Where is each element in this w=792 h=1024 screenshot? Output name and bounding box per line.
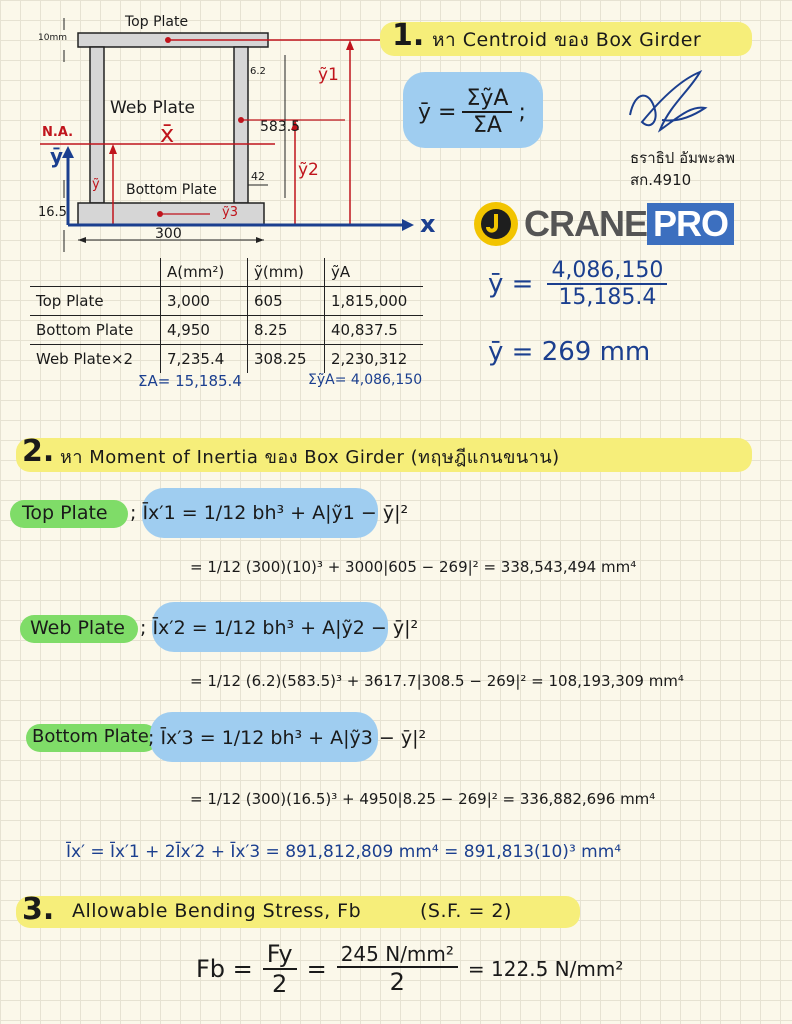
fy-num: Fy: [263, 940, 297, 970]
bottom-plate-tag-label: Bottom Plate: [32, 726, 149, 747]
val-frac: [337, 942, 458, 996]
formula-frac: [462, 86, 512, 138]
top-calc: = 1/12 (300)(10)³ + 3000|605 − 269|² = 338,543,494 mm⁴: [190, 558, 637, 576]
section2-number: 2.: [22, 434, 55, 469]
na-label: N.A.: [42, 125, 74, 140]
x-axis-label: x: [420, 210, 436, 238]
table-cell: 40,837.5: [325, 316, 424, 345]
section3-number: 3.: [22, 892, 55, 927]
table-cell: 7,235.4: [161, 345, 248, 374]
table-header-cell: ỹ(mm): [248, 258, 325, 287]
table-header-row: [30, 258, 423, 287]
logo-word-crane: CRANE: [524, 203, 648, 244]
signature-license: สก.4910: [630, 171, 692, 189]
web-formula: ; Ῑx′2 = 1/12 bh³ + A|ỹ2 − ȳ|²: [140, 617, 419, 639]
y3-label: ỹ3: [222, 205, 238, 220]
table-header-cell: ỹA: [325, 258, 424, 287]
ybar-calc-frac: [547, 258, 667, 310]
section3-title: Allowable Bending Stress, Fb: [72, 900, 362, 922]
ybar-calc-lhs: ȳ =: [488, 269, 534, 299]
table-cell: 8.25: [248, 316, 325, 345]
fb-result: = 122.5 N/mm²: [467, 957, 624, 981]
web-plate-tag-label: Web Plate: [30, 617, 125, 639]
dim-web-height: 583.5: [260, 119, 301, 135]
table-cell: Top Plate: [30, 287, 161, 316]
right-web-shape: [234, 47, 248, 203]
section3-sf: (S.F. = 2): [420, 900, 512, 922]
formula-num: ΣỹA: [462, 86, 512, 113]
top-formula: ; Ῑx′1 = 1/12 bh³ + A|ỹ1 − ȳ|²: [130, 502, 409, 524]
bottom-formula: ; Ῑx′3 = 1/12 bh³ + A|ỹ3 − ȳ|²: [148, 727, 427, 749]
dim-web-thickness: 6.2: [250, 66, 266, 77]
bottom-plate-label: Bottom Plate: [126, 182, 217, 198]
ybar-calc: [488, 258, 667, 310]
cranepro-logo: [472, 200, 734, 248]
top-plate-label: Top Plate: [125, 14, 189, 30]
fb-equation: [196, 940, 623, 998]
dim-web-spacing: 42: [251, 170, 265, 183]
logo-word-pro: PRO: [647, 203, 734, 245]
ybar-calc-num: 4,086,150: [547, 258, 667, 285]
signature-scribble: [620, 60, 720, 140]
table-cell: 2,230,312: [325, 345, 424, 374]
table-header-cell: [30, 258, 161, 287]
table-cell: 4,950: [161, 316, 248, 345]
table-cell: 3,000: [161, 287, 248, 316]
y2-label: ỹ2: [298, 160, 319, 180]
sum-ya: ΣỹA= 4,086,150: [308, 372, 423, 388]
table-cell: Bottom Plate: [30, 316, 161, 345]
y1-label: ỹ1: [318, 65, 339, 85]
table-cell: 1,815,000: [325, 287, 424, 316]
fb-lhs: Fb =: [196, 955, 253, 983]
fy-den: 2: [272, 970, 288, 998]
val-den: 2: [389, 968, 405, 996]
val-num: 245 N/mm²: [337, 942, 458, 968]
ybar-label: ȳ: [50, 144, 64, 168]
ybar-result: ȳ = 269 mm: [488, 337, 651, 367]
table-row: [30, 287, 423, 316]
section2-title: หา Moment of Inertia ของ Box Girder (ทฤษฎีแกนขนาน): [60, 447, 560, 468]
table-row: [30, 345, 423, 374]
formula-lhs: ȳ =: [418, 99, 457, 125]
table-cell: 308.25: [248, 345, 325, 374]
fb-eq2: =: [306, 955, 327, 983]
bottom-calc: = 1/12 (300)(16.5)³ + 4950|8.25 − 269|² = 336,882,696 mm⁴: [190, 790, 656, 808]
top-plate-tag-label: Top Plate: [22, 502, 108, 524]
centroid-formula: [418, 86, 526, 138]
section1-number: 1.: [392, 18, 425, 53]
fy-frac: [263, 940, 297, 998]
web-plate-label: Web Plate: [110, 98, 195, 118]
table-header-cell: A(mm²): [161, 258, 248, 287]
centroid-mark: x̄: [160, 120, 175, 148]
formula-den: ΣA: [472, 113, 502, 138]
section1-title: หา Centroid ของ Box Girder: [432, 29, 702, 51]
ybar-calc-den: 15,185.4: [558, 285, 657, 310]
dim-bottom-thickness: 16.5: [38, 205, 67, 220]
signature-name: ธราธิป อัมพะลพ: [630, 149, 735, 167]
table-cell: Web Plate×2: [30, 345, 161, 374]
table-row: [30, 316, 423, 345]
y-label: ỹ: [92, 177, 100, 192]
total-inertia: Ῑx′ = Ῑx′1 + 2Ῑx′2 + Ῑx′3 = 891,812,809 mm⁴ = 891,813(10)³ mm⁴: [66, 842, 622, 862]
sum-area: ΣA= 15,185.4: [138, 372, 242, 390]
table-cell: 605: [248, 287, 325, 316]
section-properties-table: [30, 258, 423, 373]
crane-hook-icon: [472, 200, 520, 248]
dim-top-thickness: 10mm: [38, 33, 67, 43]
formula-tail: ;: [518, 99, 526, 125]
web-calc: = 1/12 (6.2)(583.5)³ + 3617.7|308.5 − 269|² = 108,193,309 mm⁴: [190, 672, 684, 690]
dim-width: 300: [155, 226, 182, 242]
